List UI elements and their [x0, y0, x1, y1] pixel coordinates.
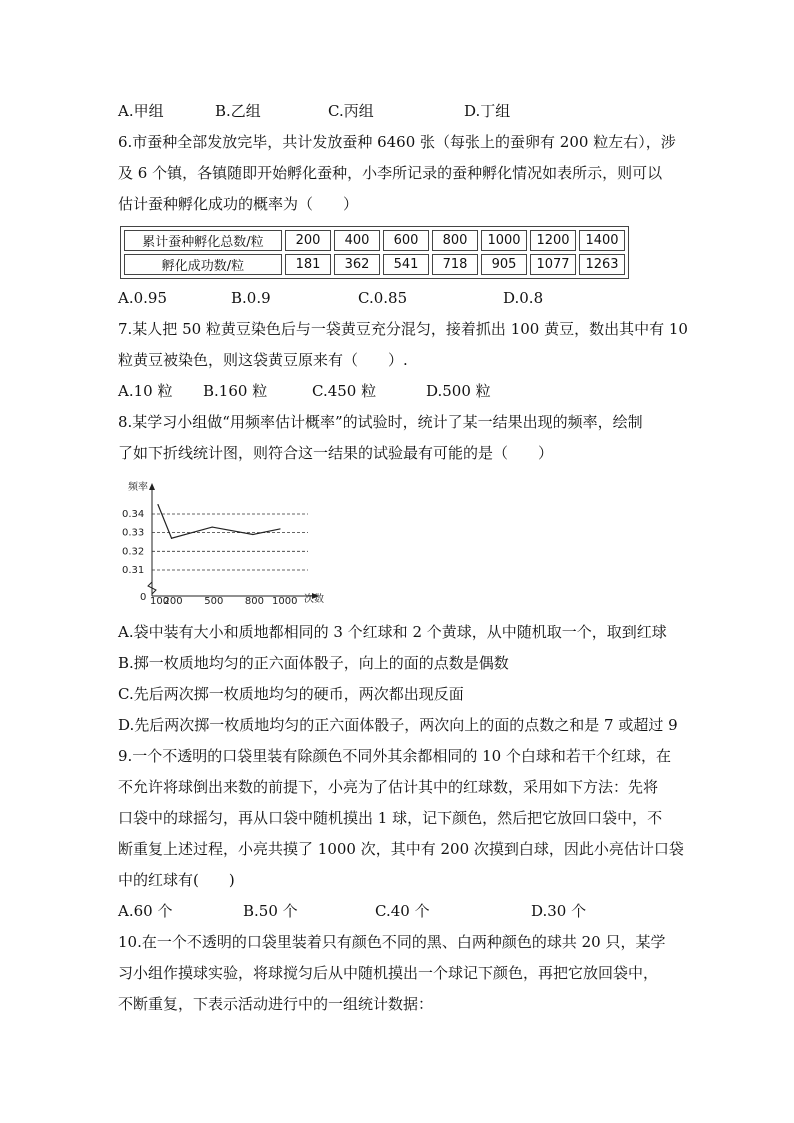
q8-option-a: A.袋中装有大小和质地都相同的 3 个红球和 2 个黄球，从中随机取一个，取到红球	[118, 623, 667, 641]
table-row	[124, 230, 625, 251]
q7-option-b: B.160 粒	[203, 382, 268, 400]
data-point	[252, 534, 253, 535]
q8-text-line: 了如下折线统计图，则符合这一结果的试验最有可能的是（ ）	[118, 444, 554, 462]
q6-text-line: 及 6 个镇，各镇随即开始孵化蚕种，小李所记录的蚕种孵化情况如表所示，则可以	[118, 164, 663, 182]
table-cell: 362	[334, 254, 380, 275]
data-point	[279, 528, 280, 529]
q8-option-c: C.先后两次掷一枚质地均匀的硬币，两次都出现反面	[118, 685, 464, 703]
table-cell: 1077	[530, 254, 576, 275]
q6-option-b: B.0.9	[231, 289, 271, 307]
data-point	[212, 526, 213, 527]
series-line	[158, 505, 280, 539]
q6-text-line: 估计蚕种孵化成功的概率为（ ）	[118, 195, 359, 213]
y-tick-label: 0.33	[122, 527, 145, 539]
x-tick-label: 800	[244, 596, 264, 607]
q5-option-d: D.丁组	[464, 102, 511, 120]
table-cell: 541	[383, 254, 429, 275]
table-cell: 181	[285, 254, 331, 275]
q9-text-line: 9.一个不透明的口袋里装有除颜色不同外其余都相同的 10 个白球和若干个红球，在	[118, 747, 671, 765]
table-cell: 905	[481, 254, 527, 275]
q10-text-line: 习小组作摸球实验，将球搅匀后从中随机摸出一个球记下颜色，再把它放回袋中，	[118, 964, 659, 982]
q9-option-a: A.60 个	[118, 902, 173, 920]
q5-option-b: B.乙组	[215, 102, 261, 120]
x-tick-label: 1000	[272, 596, 298, 607]
hatching-table	[120, 226, 629, 279]
q9-text-line: 口袋中的球摇匀，再从口袋中随机摸出 1 球，记下颜色，然后把它放回口袋中，不	[118, 809, 663, 827]
y-tick-label: 0.32	[122, 546, 145, 558]
q9-text-line: 中的红球有( )	[118, 871, 235, 889]
table-cell: 600	[383, 230, 429, 251]
table-cell: 200	[285, 230, 331, 251]
x-tick-label: 200	[163, 596, 183, 607]
q7-option-d: D.500 粒	[426, 382, 491, 400]
table-cell: 718	[432, 254, 478, 275]
q6-option-a: A.0.95	[118, 289, 167, 307]
data-point	[171, 538, 172, 539]
q9-option-c: C.40 个	[375, 902, 430, 920]
table-cell: 1263	[579, 254, 625, 275]
q7-option-a: A.10 粒	[118, 382, 173, 400]
q8-option-b: B.掷一枚质地均匀的正六面体骰子，向上的面的点数是偶数	[118, 654, 509, 672]
q7-option-c: C.450 粒	[312, 382, 377, 400]
table-row-label: 孵化成功数/粒	[124, 254, 282, 275]
table-cell: 1400	[579, 230, 625, 251]
y-axis-label: 频率	[128, 482, 148, 493]
q10-text-line: 不断重复，下表示活动进行中的一组统计数据：	[118, 995, 434, 1013]
q7-text-line: 7.某人把 50 粒黄豆染色后与一袋黄豆充分混匀，接着抓出 100 黄豆，数出其中有 10	[118, 320, 688, 338]
y-tick-label: 0.31	[122, 565, 145, 576]
q5-option-c: C.丙组	[328, 102, 374, 120]
x-axis-label: 次数	[304, 594, 324, 605]
table-cell: 1000	[481, 230, 527, 251]
q9-option-d: D.30 个	[531, 902, 587, 920]
q6-option-c: C.0.85	[358, 289, 408, 307]
origin-label: 0	[140, 592, 147, 603]
y-axis-arrow	[149, 483, 155, 490]
q8-option-d: D.先后两次掷一枚质地均匀的正六面体骰子，两次向上的面的点数之和是 7 或超过 9	[118, 716, 678, 734]
q10-text-line: 10.在一个不透明的口袋里装着只有颜色不同的黑、白两种颜色的球共 20 只，某学	[118, 933, 666, 951]
q9-text-line: 断重复上述过程，小亮共摸了 1000 次，其中有 200 次摸到白球，因此小亮估计口袋	[118, 840, 684, 858]
data-point	[157, 504, 158, 505]
table-row-label: 累计蚕种孵化总数/粒	[124, 230, 282, 251]
q9-option-b: B.50 个	[243, 902, 298, 920]
q5-option-a: A.甲组	[118, 102, 164, 120]
q6-option-d: D.0.8	[503, 289, 544, 307]
q8-text-line: 8.某学习小组做“用频率估计概率”的试验时，统计了某一结果出现的频率，绘制	[118, 413, 643, 431]
q7-text-line: 粒黄豆被染色，则这袋黄豆原来有（ ）.	[118, 351, 408, 369]
x-tick-label: 100	[150, 596, 170, 607]
table-cell: 1200	[530, 230, 576, 251]
q9-text-line: 不允许将球倒出来数的前提下，小亮为了估计其中的红球数，采用如下方法：先将	[118, 778, 659, 796]
y-tick-label: 0.34	[122, 508, 145, 520]
q6-text-line: 6.市蚕种全部发放完毕，共计发放蚕种 6460 张（每张上的蚕卵有 200 粒左右），涉	[118, 133, 676, 151]
table-cell: 400	[334, 230, 380, 251]
table-cell: 800	[432, 230, 478, 251]
x-tick-label: 500	[204, 596, 224, 607]
table-row	[124, 254, 625, 275]
frequency-line-chart	[118, 478, 332, 608]
